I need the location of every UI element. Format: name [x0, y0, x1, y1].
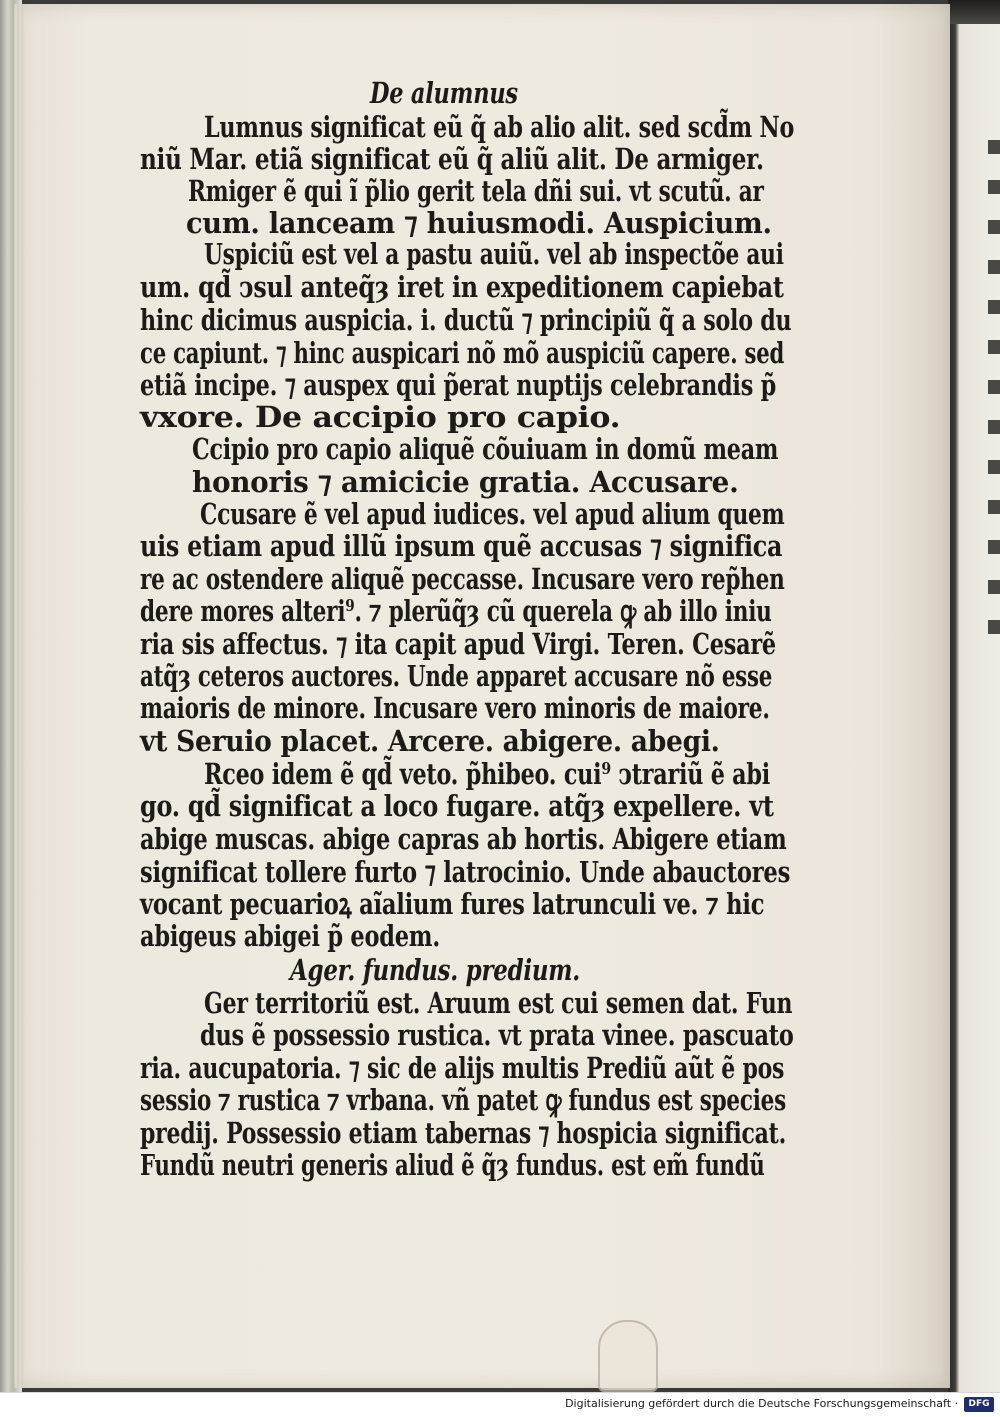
text-line: go. qd̃ significat a loco fugare. atq̃ȝ expellere. vt [140, 789, 774, 823]
facing-page-shadow [948, 0, 1000, 24]
page-stack [14, 4, 24, 1388]
text-line: vxore. De accipio pro capio. [140, 400, 621, 434]
text-line: ria. aucupatoria. ⁊ sic de alijs multis Prediũ aũt ẽ pos [140, 1051, 785, 1085]
text-line: honoris ⁊ amicicie gratia. Accusare. [192, 465, 739, 499]
text-line: vocant pecuarioꝝ aĩalium fures latrunculi ve. ⁊ hic [140, 887, 765, 921]
text-line: abige muscas. abige capras ab hortis. Abigere etiam [140, 822, 787, 856]
text-line: predij. Possessio etiam tabernas ⁊ hospicia significat. [140, 1116, 787, 1150]
facing-page-text-fragment [988, 140, 1000, 660]
funding-credit: Digitalisierung gefördert durch die Deutsche Forschungsgemeinschaft · [565, 1397, 958, 1410]
text-line: Fundũ neutri generis aliud ẽ q̃ȝ fundus. est em̃ fundũ [140, 1148, 765, 1182]
text-line: vt Seruio placet. Arcere. abigere. abegi. [140, 724, 720, 758]
text-line: re ac ostendere aliquẽ peccasse. Incusare vero rep̃hen [140, 562, 785, 596]
text-line: etiã incipe. ⁊ auspex qui p̃erat nuptijs celebrandis p̃ [140, 368, 777, 402]
text-line: um. qd̃ ↄsul anteq̃ȝ iret in expeditionem capiebat [140, 270, 784, 304]
text-line: sessio ⁊ rustica ⁊ vrbana. vñ patet ꝙ fundus est species [140, 1083, 786, 1117]
footer-bar [0, 1392, 1000, 1417]
text-line: hinc dicimus auspicia. i. ductũ ⁊ principiũ q̃ a solo du [140, 303, 792, 337]
text-line: niũ Mar. etiã significat eũ q̃ aliũ alit. De armiger. [140, 142, 764, 176]
text-line: ria sis affectus. ⁊ ita capit apud Virgi. Teren. Cesarẽ [140, 627, 776, 661]
text-line: dere mores alteri⁹. ⁊ plerũq̃ȝ cũ querela ꝙ ab illo iniu [140, 594, 772, 628]
dfg-logo: DFG [964, 1397, 994, 1412]
text-line: Ger territoriũ est. Aruum est cui semen dat. Fun [204, 986, 793, 1020]
text-line: cum. lanceam ⁊ huiusmodi. Auspicium. [186, 206, 772, 240]
text-line: Lumnus significat eũ q̃ ab alio alit. sed scd̃m No [204, 110, 795, 144]
text-line: Ccusare ẽ vel apud iudices. vel apud alium quem [200, 497, 785, 531]
text-line: significat tollere furto ⁊ latrocinio. Unde abauctores [140, 855, 791, 889]
text-line: atq̃ȝ ceteros auctores. Unde apparet accusare nõ esse [140, 659, 773, 693]
text-line: Rmiger ẽ qui ĩ p̃lio gerit tela dñi sui. vt scutũ. ar [188, 174, 764, 208]
text-line: maioris de minore. Incusare vero minoris de maiore. [140, 691, 770, 725]
text-line: abigeus abigei p̃ eodem. [140, 919, 440, 953]
text-line: Ager. fundus. predium. [290, 953, 581, 987]
text-line: Rceo idem ẽ qd̃ veto. p̃hibeo. cui⁹ ↄtrariũ ẽ abi [204, 757, 770, 791]
text-line: Uspiciũ est vel a pastu auiũ. vel ab inspectõe aui [204, 237, 784, 271]
page-curl [598, 1320, 658, 1392]
text-line: ce capiunt. ⁊ hinc auspicari nõ mõ auspiciũ capere. sed [140, 336, 785, 370]
text-line: uis etiam apud illũ ipsum quẽ accusas ⁊ significa [140, 529, 783, 563]
text-line: De alumnus [370, 76, 518, 110]
text-line: Ccipio pro capio aliquẽ cõuiuam in domũ meam [192, 432, 779, 466]
text-line: dus ẽ possessio rustica. vt prata vinee. pascuato [200, 1018, 794, 1052]
